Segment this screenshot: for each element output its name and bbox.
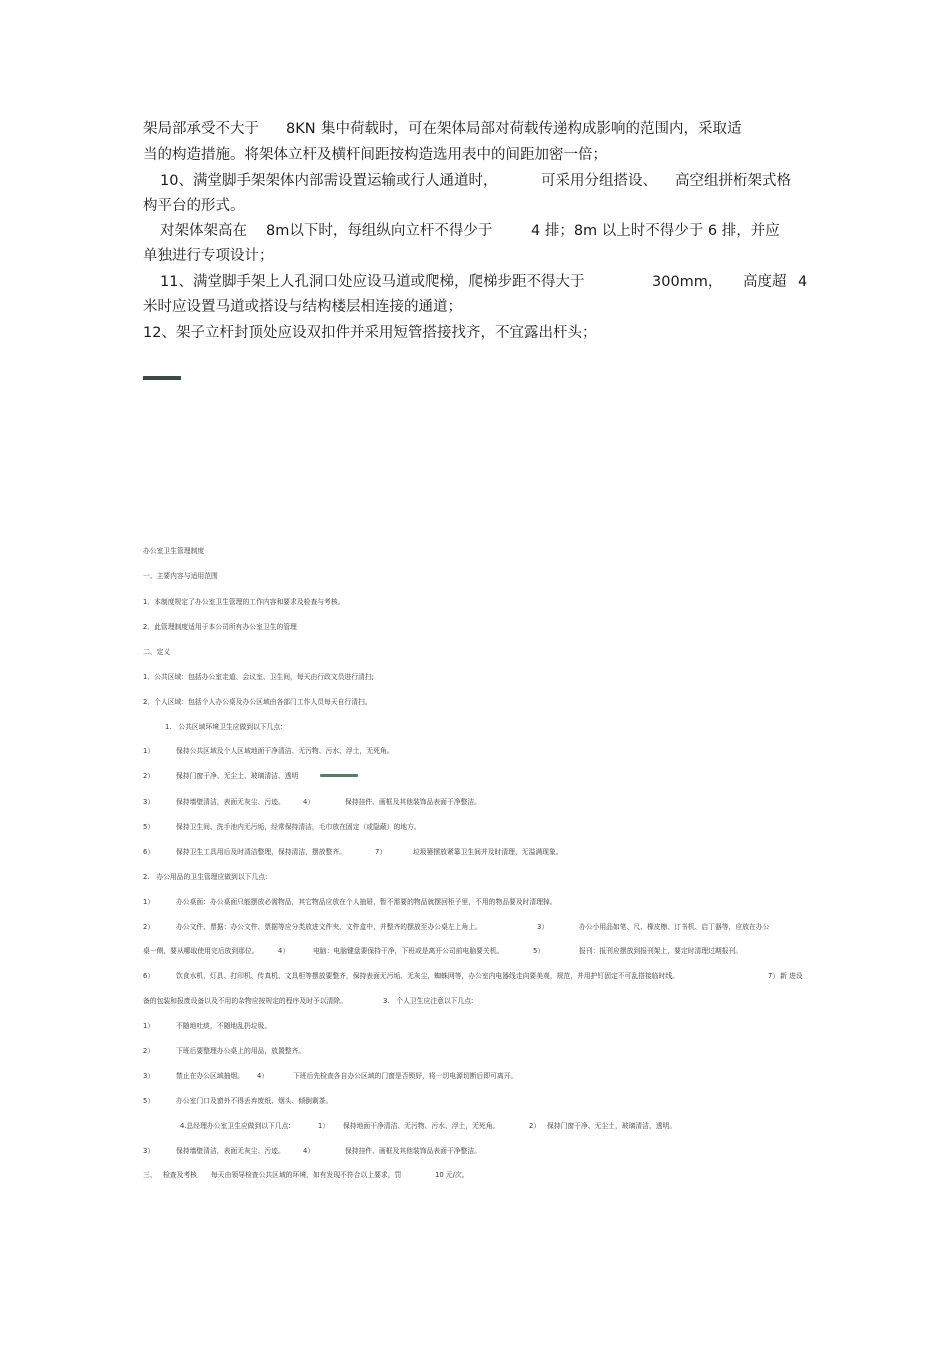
list-item: 保持墙壁清洁，表面无灰尘、污迹。	[176, 798, 285, 806]
item-number: 2）	[143, 1047, 155, 1055]
item-number: 3）	[537, 923, 549, 931]
doc-title: 办公室卫生管理制度	[143, 547, 205, 555]
item-number: 4）	[278, 947, 290, 955]
text-line: 300mm，	[652, 274, 723, 290]
text-line: 12、架子立杆封顶处应设双扣件并采用短管搭接找齐，不宜露出杆头；	[143, 325, 597, 341]
item-number: 4）	[303, 798, 315, 806]
list-item: 饮食水机、灯具、打印机、传真机、文具柜等摆放要整齐，保持表面无污垢、无灰尘，蜘蛛网等，办公室内电器线走向要美观，规范，并用护钉固定不可乱搭接临时线。	[176, 972, 679, 980]
list-item: 保持墙壁清洁，表面无灰尘、污迹。	[176, 1147, 285, 1155]
item-number: 5）	[143, 1097, 155, 1105]
text-line: 可采用分组搭设、	[541, 173, 657, 189]
text-line: 1．本制度规定了办公室卫生管理的工作内容和要求及检查与考核。	[143, 598, 345, 606]
text-line: 架局部承受不大于	[143, 121, 259, 137]
list-item: 办公桌面：办公桌面只能摆放必需物品，其它物品应放在个人抽屉，暂不需要的物品就摆回柜子里，不用的物品要及时清理掉。	[176, 898, 557, 906]
list-item: 保持挂件、画框及其他装饰品表面干净整洁。	[345, 1147, 481, 1155]
list-item: 垃圾篓摆放紧靠卫生间并及时清理，无溢满现象。	[413, 848, 563, 856]
text-line: 每天由领导检查公共区域的环境，如有发现不符合以上要求，罚	[211, 1171, 402, 1179]
list-item: 不随地吐痰，不随地乱扔垃圾。	[176, 1022, 272, 1030]
item-number: 5）	[533, 947, 545, 955]
item-number: 5）	[143, 823, 155, 831]
item-number: 2）	[143, 772, 155, 780]
item-number: 3）	[143, 1147, 155, 1155]
item-number: 7）	[375, 848, 387, 856]
text-line: 单独进行专项设计；	[143, 248, 274, 264]
list-item: 保持卫生工具用后及时清洁整理，保持清洁，摆放整齐。	[176, 848, 346, 856]
text-line: 8m以下时，每组纵向立杆不得少于	[266, 223, 493, 239]
list-item: 备的包装和报废设备以及不用的杂物应按规定的程序及时予以清除。	[143, 997, 347, 1005]
list-item: 办公文件、票据：办公文件、票据等应分类放进文件夹、文件盒中，并整齐的摆放至办公桌左上角上。	[176, 923, 482, 931]
section-heading: 二、定义	[143, 648, 171, 656]
text-line: 10、满堂脚手架架体内部需设置运输或行人通道时，	[160, 173, 498, 189]
section-heading: 检查及考核	[163, 1171, 197, 1179]
list-item: 办公室门口及窗外不得丢弃废纸、烟头、倾倒剩茶。	[176, 1097, 333, 1105]
list-item: 保持公共区域及个人区域地面干净清洁、无污物、污水、浮土，无死角。	[176, 747, 394, 755]
text-line: 当的构造措施。将架体立杆及横杆间距按构造选用表中的间距加密一倍；	[143, 147, 607, 163]
item-number: 1）	[318, 1122, 330, 1130]
list-item: 保持挂件、画框及其他装饰品表面干净整洁。	[345, 798, 481, 806]
text-line: 11、满堂脚手架上人孔洞口处应设马道或爬梯，爬梯步距不得大于	[160, 274, 585, 290]
image-fragment	[320, 774, 358, 777]
item-number: 6）	[143, 972, 155, 980]
item-number: 6）	[143, 848, 155, 856]
sub-heading: 1. 公共区域环境卫生应做到以下几点:	[165, 723, 283, 731]
item-number: 2）	[143, 923, 155, 931]
item-number: 1）	[143, 898, 155, 906]
list-item: 保持门窗干净、无尘土、玻璃清洁、透明	[176, 772, 299, 780]
text-line: 8KN	[286, 121, 316, 137]
item-number: 3）	[143, 1072, 155, 1080]
item-number: 1）	[143, 747, 155, 755]
sub-heading: 3. 个人卫生应注意以下几点:	[383, 997, 474, 1005]
text-line: 米时应设置马道或搭设与结构楼层相连接的通道；	[143, 299, 462, 315]
list-item: 保持地面干净清洁、无污物、污水、浮土，无死角。	[343, 1122, 500, 1130]
list-item: 下班后要整理办公桌上的用品，放置整齐。	[176, 1047, 306, 1055]
list-item: 新 进设	[780, 972, 803, 980]
sub-heading: 2. 办公用品的卫生管理应做到以下几点:	[143, 873, 268, 881]
item-number: 1）	[143, 1022, 155, 1030]
text-line: 集中荷载时，可在架体局部对荷载传递构成影响的范围内，采取适	[321, 121, 742, 137]
list-item: 办公小用品如笔、尺、橡皮檫、订书机、启丁器等，应放在办公	[579, 923, 770, 931]
text-line: 4 排；8m 以上时不得少于 6 排，并应	[531, 223, 780, 239]
text-line: 对架体架高在	[160, 223, 247, 239]
item-number: 7）	[768, 972, 780, 980]
list-item: 报刊：报刊应摆放到报刊架上，要定时清理过期报刊。	[579, 947, 743, 955]
text-line: 10 元/次。	[435, 1171, 469, 1179]
item-number: 4）	[257, 1072, 269, 1080]
text-line: 1．公共区域：包括办公室走道、会议室、卫生间，每天由行政文员进行清扫;	[143, 673, 374, 681]
list-item: 保持卫生间、洗手池内无污垢，经常保持清洁，毛巾放在固定（或隐蔽）的地方。	[176, 823, 421, 831]
image-fragment	[143, 376, 181, 380]
list-item: 禁止在办公区域抽烟。	[176, 1072, 244, 1080]
list-item: 桌一侧，要从哪取使用完后放到那位。	[143, 947, 259, 955]
list-item: 下班后先检查各自办公区域的门窗是否锁好，将一切电源切断后即可离开。	[293, 1072, 518, 1080]
list-item: 电脑：电脑键盘要保持干净，下班或是离开公司前电脑要关机。	[313, 947, 504, 955]
text-line: 4	[798, 274, 808, 290]
text-line: 2．个人区域：包括个人办公桌及办公区域由各部门工作人员每天自行清扫。	[143, 698, 372, 706]
section-heading: 一、主要内容与适用范围	[143, 572, 218, 580]
section-heading: 三、	[143, 1171, 157, 1179]
list-item: 保持门窗干净、无尘土，玻璃清洁，透明。	[547, 1122, 677, 1130]
text-line: 2．此管理制度适用于本公司所有办公室卫生的管理	[143, 623, 297, 631]
item-number: 2）	[529, 1122, 541, 1130]
item-number: 4）	[303, 1147, 315, 1155]
text-line: 构平台的形式。	[143, 198, 245, 214]
text-line: 高度超	[743, 274, 787, 290]
item-number: 3）	[143, 798, 155, 806]
text-line: 高空组拼桁架式格	[675, 173, 791, 189]
sub-heading: 4.总经理办公室卫生应做到以下几点:	[180, 1122, 291, 1130]
